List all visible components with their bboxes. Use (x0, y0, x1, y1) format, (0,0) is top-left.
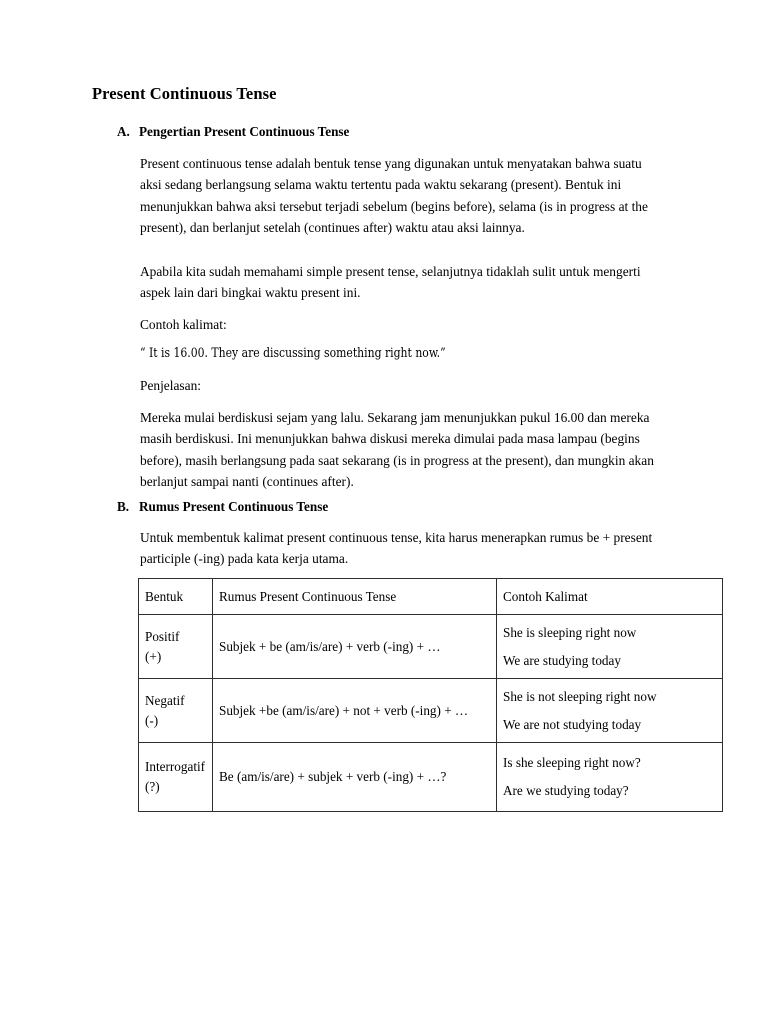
cell-rumus-positif: Subjek + be (am/is/are) + verb (-ing) + … (213, 615, 497, 679)
bentuk-sign-negatif: (-) (145, 712, 159, 728)
section-letter-a: A. (117, 124, 130, 139)
table-row (139, 679, 723, 743)
penjelasan-label: Penjelasan: (140, 378, 201, 393)
contoh-positif-1: She is sleeping right now (503, 624, 637, 640)
bentuk-sign-positif: (+) (145, 648, 162, 664)
bentuk-name-negatif: Negatif (145, 692, 185, 708)
section-letter-b: B. (117, 499, 130, 514)
cell-contoh-negatif (497, 679, 723, 743)
cell-contoh-interrogatif (497, 743, 723, 812)
contoh-kalimat-label: Contoh kalimat: (140, 317, 227, 332)
section-a-paragraph-1: Present continuous tense adalah bentuk tense yang digunakan untuk menyatakan bahwa suatu aksi sedang berlangsung selama waktu tertentu pada waktu sekarang (present). Bentuk ini menunjukkan bahwa aksi tersebut terjadi sebelum (begins before), selama (is in progress at the present), dan berlanjut setelah (continues after) waktu atau aksi lainnya. (140, 156, 648, 236)
contoh-interrogatif-1: Is she sleeping right now? (503, 755, 641, 770)
table-header-contoh: Contoh Kalimat (497, 579, 723, 615)
table-header-rumus: Rumus Present Continuous Tense (213, 579, 497, 615)
contoh-kalimat-quote: “ It is 16.00. They are discussing something right now.” (140, 346, 446, 361)
contoh-positif-2: We are studying today (503, 652, 621, 668)
table-header-bentuk: Bentuk (139, 579, 213, 615)
cell-bentuk-negatif (139, 679, 213, 743)
table-header-row (139, 579, 723, 615)
section-heading-b (117, 498, 328, 516)
bentuk-sign-interrogatif: (?) (145, 779, 160, 794)
contoh-interrogatif-2: Are we studying today? (503, 783, 629, 798)
cell-rumus-negatif: Subjek +be (am/is/are) + not + verb (-ing) + … (213, 679, 497, 743)
penjelasan-paragraph: Mereka mulai berdiskusi sejam yang lalu. Sekarang jam menunjukkan pukul 16.00 dan mereka masih berdiskusi. Ini menunjukkan bahwa diskusi mereka dimulai pada masa lampau (begins before), masih berlangsung pada saat sekarang (is in progress at the present), dan mungkin akan berlanjut sampai nanti (continues after). (140, 410, 654, 490)
contoh-negatif-1: She is not sleeping right now (503, 688, 657, 704)
bentuk-name-interrogatif: Interrogatif (145, 759, 206, 774)
cell-bentuk-positif (139, 615, 213, 679)
section-heading-a (117, 123, 349, 141)
section-title-a: Pengertian Present Continuous Tense (139, 124, 350, 139)
table-row (139, 615, 723, 679)
rumus-table (138, 578, 723, 812)
bentuk-name-positif: Positif (145, 628, 180, 644)
cell-rumus-interrogatif: Be (am/is/are) + subjek + verb (-ing) + …? (213, 743, 497, 812)
section-a-paragraph-2: Apabila kita sudah memahami simple present tense, selanjutnya tidaklah sulit untuk mengerti aspek lain dari bingkai waktu present ini. (140, 264, 641, 301)
cell-bentuk-interrogatif (139, 743, 213, 812)
section-b-paragraph-1: Untuk membentuk kalimat present continuous tense, kita harus menerapkan rumus be + present participle (-ing) pada kata kerja utama. (140, 530, 653, 567)
contoh-negatif-2: We are not studying today (503, 716, 642, 732)
cell-contoh-positif (497, 615, 723, 679)
page-title: Present Continuous Tense (92, 84, 277, 103)
table-row (139, 743, 723, 812)
section-title-b: Rumus Present Continuous Tense (139, 499, 329, 514)
